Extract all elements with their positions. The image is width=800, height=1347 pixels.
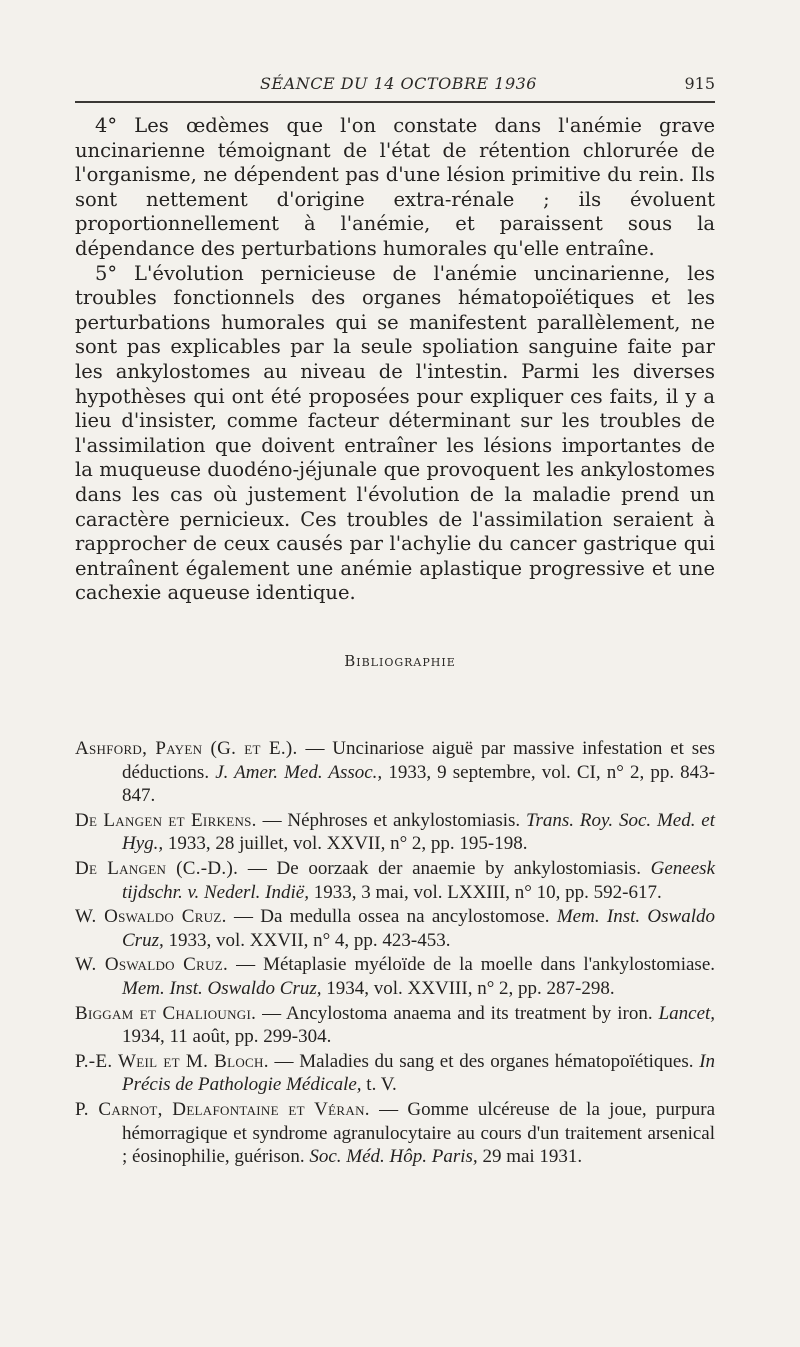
reference-authors: P.-E. Weil et M. Bloch. <box>75 1050 269 1072</box>
reference-title: — De oorzaak der anaemie by ankylostomiasis. <box>247 857 641 879</box>
reference-item <box>75 857 715 904</box>
paragraph: 5° L'évolution pernicieuse de l'anémie uncinarienne, les troubles fonctionnels des organes hématopoïétiques et les perturbations humorales qui se manifestent parallèlement, ne sont pas explicables par la seule spoliation sanguine faite par les ankylostomes au niveau de l'intestin. Parmi les diverses hypothèses qui ont été proposées pour expliquer ces faits, il y a lieu d'insister, comme facteur déterminant sur les troubles de l'assimilation que doivent entraîner les lésions importantes de la muqueuse duodéno-jéjunale que provoquent les ankylostomes dans les cas où justement l'évolution de la maladie prend un caractère pernicieux. Ces troubles de l'assimilation seraient à rapprocher de ceux causés par l'achylie du cancer gastrique qui entraînent également une anémie aplastique progressive et une cachexie aqueuse identique. <box>75 261 715 605</box>
reference-source: Mem. Inst. Oswaldo Cruz, <box>122 977 322 999</box>
reference-title: — Ancylostoma anaema and its treatment by iron. <box>262 1002 653 1024</box>
bibliography-heading: Bibliographie <box>344 652 456 670</box>
paragraph: 4° Les œdèmes que l'on constate dans l'anémie grave uncinarienne témoignant de l'état de rétention chlorurée de l'organisme, ne dépendent pas d'une lésion primitive du rein. Ils sont nettement d'origine extra-rénale ; ils évoluent proportionnellement à l'anémie, et paraissent sous la dépendance des perturbations humorales qu'elle entraîne. <box>75 114 715 260</box>
reference-authors: De Langen et Eirkens. <box>75 809 257 831</box>
reference-item <box>75 953 715 1000</box>
reference-source: Geneesk tijdschr. v. Nederl. Indië, <box>122 857 716 903</box>
reference-source: Lancet, <box>658 1002 716 1024</box>
reference-authors: P. Carnot, Delafontaine et Véran. <box>75 1098 370 1120</box>
reference-source: J. Amer. Med. Assoc., <box>215 761 383 783</box>
reference-item <box>75 1050 715 1097</box>
reference-details: 1934, 11 août, pp. 299-304. <box>122 1026 332 1048</box>
reference-authors: Ashford, Payen (G. et E.). <box>75 738 298 759</box>
reference-title: — Métaplasie myéloïde de la moelle dans l'ankylostomiase. <box>236 954 716 976</box>
reference-authors: W. Oswaldo Cruz. <box>75 906 227 928</box>
reference-details: 1933, 9 septembre, vol. CI, n° 2, pp. 843-847. <box>122 761 716 807</box>
reference-authors: W. Oswaldo Cruz. <box>75 954 229 976</box>
reference-details: 1933, vol. XXVII, n° 4, pp. 423-453. <box>168 929 451 951</box>
body-text <box>75 114 715 606</box>
reference-details: 1933, 3 mai, vol. LXXIII, n° 10, pp. 592-617. <box>313 881 662 903</box>
bibliography-list <box>75 737 715 1170</box>
reference-source: In Précis de Pathologie Médicale, <box>122 1050 716 1096</box>
reference-source: Mem. Inst. Oswaldo Cruz, <box>122 906 715 951</box>
page-number: 915 <box>684 74 715 93</box>
reference-title: — Néphroses et ankylostomiasis. <box>262 809 521 831</box>
header-rule <box>75 101 715 103</box>
reference-item <box>75 1098 715 1169</box>
reference-source: Soc. Méd. Hôp. Paris, <box>309 1146 478 1168</box>
reference-details: t. V. <box>366 1074 397 1096</box>
reference-item <box>75 737 715 808</box>
reference-item <box>75 1002 715 1049</box>
reference-title: — Gomme ulcéreuse de la joue, purpura hémorragique et syndrome agranulocytaire au cours d'un traitement arsenical ; éosinophilie, guérison. <box>122 1098 716 1168</box>
reference-source: Trans. Roy. Soc. Med. et Hyg., <box>122 809 715 855</box>
reference-item <box>75 809 715 856</box>
reference-item <box>75 905 715 952</box>
reference-authors: De Langen (C.-D.). <box>75 857 239 879</box>
reference-authors: Biggam et Chalioungi. <box>75 1002 257 1024</box>
running-header <box>75 68 715 98</box>
reference-details: 29 mai 1931. <box>482 1146 583 1168</box>
reference-title: — Maladies du sang et des organes hématopoïétiques. <box>274 1050 694 1072</box>
reference-details: 1934, vol. XXVIII, n° 2, pp. 287-298. <box>326 977 615 999</box>
reference-title: — Uncinariose aiguë par massive infestation et ses déductions. <box>122 738 715 783</box>
reference-title: — Da medulla ossea na ancylostomose. <box>233 906 550 928</box>
running-title: SÉANCE DU 14 OCTOBRE 1936 <box>260 74 537 93</box>
reference-details: 1933, 28 juillet, vol. XXVII, n° 2, pp. 195-198. <box>167 833 528 855</box>
